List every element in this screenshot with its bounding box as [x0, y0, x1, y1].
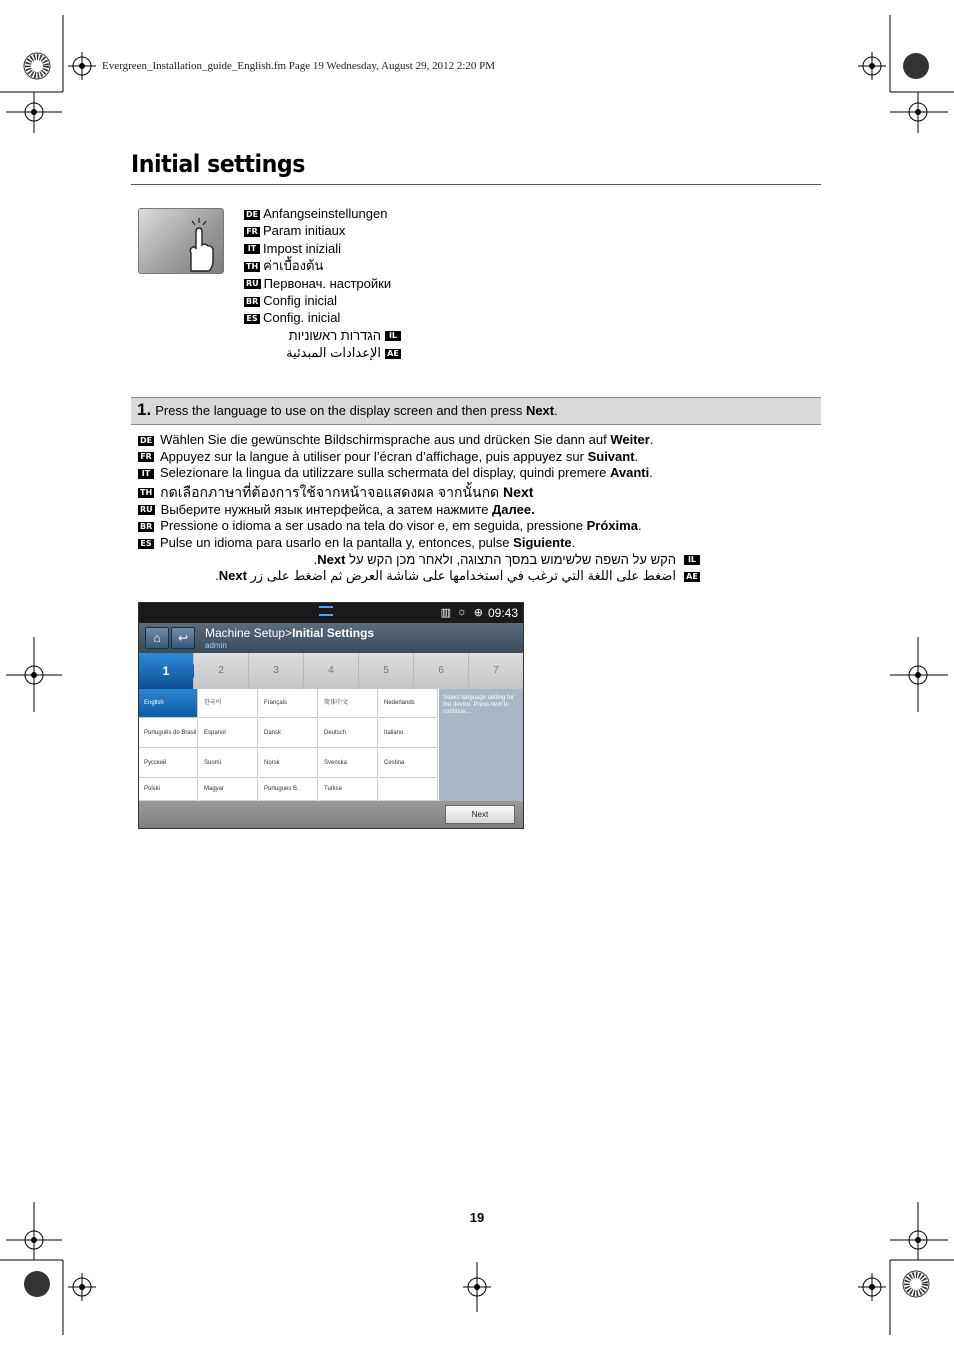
breadcrumb: Machine Setup>Initial Settings	[205, 626, 375, 640]
report-icon: ▥	[440, 607, 451, 619]
translation-ae: الإعدادات المبدئية AE	[244, 344, 401, 361]
translation-it: IT Impost iniziali	[244, 240, 401, 257]
step-tab-7[interactable]: 7	[469, 653, 524, 689]
language-option[interactable]: 简体中文	[319, 689, 378, 718]
home-icon: ⌂	[153, 631, 161, 645]
instruction-il: הקש על השפה שלשימוש במסך התצוגה, ולאחר מכן הקש על Next. IL	[138, 552, 700, 569]
finger-tap-icon	[139, 209, 223, 273]
translation-br: BR Config inicial	[246, 293, 337, 309]
language-badge: TH	[140, 488, 153, 498]
language-option[interactable]: Magyar	[199, 779, 258, 801]
brightness-icon: ☼	[456, 606, 467, 618]
file-header: Evergreen_Installation_guide_English.fm Page 19 Wednesday, August 29, 2012 2:20 PM	[102, 60, 496, 72]
page-number: 19	[469, 1210, 485, 1225]
language-badge: IL	[385, 331, 401, 341]
translation-fr: FR Param initiaux	[244, 222, 401, 239]
language-option[interactable]: Русский	[139, 749, 198, 778]
next-button[interactable]: Next	[445, 805, 515, 824]
setup-steps	[139, 653, 523, 689]
device-screen	[138, 602, 524, 829]
language-option[interactable]: Svenska	[319, 749, 378, 778]
translation-th: TH ค่าเบื้องต้น	[246, 258, 324, 274]
language-badge: FR	[244, 227, 260, 237]
language-badge: RU	[246, 279, 259, 289]
back-button[interactable]	[171, 627, 195, 649]
notification-pull-icon[interactable]	[319, 606, 333, 616]
step-tab-3[interactable]: 3	[249, 653, 304, 689]
step-tab-2[interactable]: 2	[194, 653, 249, 689]
translation-ru: RU Первонач. настройки	[246, 275, 392, 291]
language-badge: FR	[138, 452, 154, 462]
step-1-translations	[138, 432, 700, 585]
step-tab-4[interactable]: 4	[304, 653, 359, 689]
language-badge: BR	[246, 296, 259, 306]
translation-il: הגדרות ראשוניות IL	[244, 327, 401, 344]
page-title: Initial settings	[131, 150, 305, 178]
language-option[interactable]: English	[139, 689, 198, 718]
language-option[interactable]: Suomi	[199, 749, 258, 778]
translation-de: DE Anfangseinstellungen	[246, 206, 388, 221]
language-option[interactable]: Turkce	[319, 779, 378, 801]
language-badge: DE	[140, 435, 153, 445]
instruction-it: IT Selezionare la lingua da utilizzare sulla schermata del display, quindi premere Avanti.	[138, 465, 700, 482]
language-badge: IT	[244, 244, 260, 254]
title-bar	[139, 623, 523, 653]
language-badge: TH	[246, 261, 259, 271]
language-option[interactable]: Norsk	[259, 749, 318, 778]
back-icon: ↩	[177, 631, 189, 645]
instruction-de: DE Wählen Sie die gewünschte Bildschirmsprache aus und drücken Sie dann auf Weiter.	[140, 432, 654, 447]
language-option[interactable]: Portugues B.	[259, 779, 318, 801]
status-bar	[139, 603, 523, 623]
step-tab-6[interactable]: 6	[414, 653, 469, 689]
language-badge: ES	[244, 314, 260, 324]
instruction-es: ES Pulse un idioma para usarlo en la pantalla y, entonces, pulse Siguiente.	[138, 535, 700, 552]
help-panel: Select language setting for the device. Press next to continue...	[439, 689, 523, 801]
clock: 09:43	[487, 606, 518, 620]
instruction-ru: RU Выберите нужный язык интерфейса, а затем нажмите Далее.	[140, 501, 535, 517]
language-grid	[139, 689, 439, 801]
instruction-th: TH กดเลือกภาษาที่ต้องการใช้จากหน้าจอแสดงผล จากนั้นกด Next	[140, 483, 534, 500]
instruction-fr: FR Appuyez sur la langue à utiliser pour l’écran d’affichage, puis appuyez sur Suivant.	[138, 449, 700, 466]
language-badge: IT	[138, 469, 154, 479]
step-number: 1.	[137, 400, 152, 419]
step-1-bar: 1. Press the language to use on the display screen and then press Next.	[131, 397, 821, 425]
language-option[interactable]: Deutsch	[319, 719, 378, 748]
bottom-bar	[139, 801, 523, 828]
menu-name-translations	[244, 205, 401, 362]
instruction-ae: اضغط على اللغة التي ترغب في استخدامها على شاشة العرض ثم اضغط على زر Next. AE	[138, 568, 700, 585]
touch-button-illustration	[138, 208, 224, 274]
globe-icon: ⊕	[473, 607, 483, 619]
instruction-br: BR Pressione o idioma a ser usado na tela do visor e, em seguida, pressione Próxima.	[140, 518, 642, 534]
language-badge: BR	[140, 521, 153, 531]
language-badge: IL	[684, 555, 700, 565]
language-option[interactable]: Italiano	[379, 719, 438, 748]
language-option[interactable]: Dansk	[259, 719, 318, 748]
language-option[interactable]: Français	[259, 689, 318, 718]
language-option[interactable]: 한국어	[199, 689, 258, 718]
title-divider	[131, 184, 821, 185]
step-tab-5[interactable]: 5	[359, 653, 414, 689]
language-option[interactable]: Nederlands	[379, 689, 438, 718]
language-badge: DE	[246, 209, 259, 219]
language-option	[379, 779, 438, 801]
language-badge: AE	[684, 572, 700, 582]
language-badge: AE	[385, 349, 401, 359]
home-button[interactable]	[145, 627, 169, 649]
translation-es: ES Config. inicial	[244, 309, 401, 326]
language-option[interactable]: Cestina	[379, 749, 438, 778]
language-option[interactable]: Espanol	[199, 719, 258, 748]
language-badge: RU	[140, 505, 153, 515]
language-option[interactable]: Polski	[139, 779, 198, 801]
step-tab-1[interactable]: 1	[139, 653, 194, 689]
language-badge: ES	[138, 539, 154, 549]
language-option[interactable]: Português do Brasil	[139, 719, 198, 748]
user-name: admin	[205, 641, 227, 650]
